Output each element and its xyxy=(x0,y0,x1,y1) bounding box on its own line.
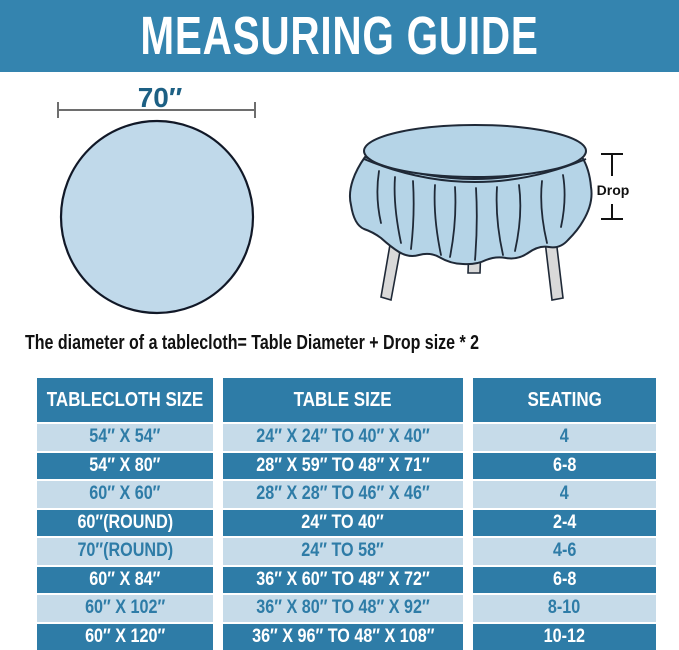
size-chart-cell xyxy=(473,422,656,451)
size-chart xyxy=(37,378,656,650)
formula-text xyxy=(25,332,665,358)
cell-value: 36″ X 80″ TO 48″ X 92″ xyxy=(256,597,430,619)
size-chart-cell xyxy=(223,508,463,537)
size-chart-cell xyxy=(473,622,656,650)
banner xyxy=(0,0,679,72)
cell-value: 36″ X 96″ TO 48″ X 108″ xyxy=(251,625,435,647)
size-chart-cell xyxy=(223,565,463,594)
tabletop-ellipse xyxy=(364,125,586,177)
cell-value: 4 xyxy=(559,426,569,448)
cell-value: 54″ X 54″ xyxy=(89,426,161,448)
header-label: TABLE SIZE xyxy=(294,388,392,411)
size-chart-column-seating xyxy=(473,378,656,650)
cell-value: 4 xyxy=(559,483,569,505)
cell-value: 60″ X 84″ xyxy=(89,568,161,590)
drop-label: Drop xyxy=(596,182,630,198)
cell-value: 24″ TO 58″ xyxy=(301,540,385,562)
size-chart-header-cell xyxy=(473,378,656,422)
size-chart-header-cell xyxy=(223,378,463,422)
size-chart-cell xyxy=(473,479,656,508)
size-chart-cell xyxy=(223,536,463,565)
tabletop-circle xyxy=(61,121,253,313)
cell-value: 10-12 xyxy=(543,625,586,647)
size-chart-header-cell xyxy=(37,378,213,422)
size-chart-cell xyxy=(223,422,463,451)
cell-value: 4-6 xyxy=(552,540,577,562)
cell-value: 6-8 xyxy=(552,568,577,590)
cell-value: 8-10 xyxy=(548,597,581,619)
formula-text-content: The diameter of a tablecloth= Table Diameter + Drop size * 2 xyxy=(25,332,480,354)
cell-value: 36″ X 60″ TO 48″ X 72″ xyxy=(256,568,430,590)
size-chart-cell xyxy=(37,622,213,650)
size-chart-cell xyxy=(37,565,213,594)
cell-value: 54″ X 80″ xyxy=(89,454,161,476)
drop-diagram xyxy=(335,105,635,305)
size-chart-cell xyxy=(473,508,656,537)
size-chart-column-table xyxy=(223,378,463,650)
cell-value: 70″(ROUND) xyxy=(77,540,173,562)
cell-value: 28″ X 59″ TO 48″ X 71″ xyxy=(256,454,430,476)
size-chart-column-tablecloth xyxy=(37,378,213,650)
header-label: TABLECLOTH SIZE xyxy=(46,388,204,411)
diameter-label: 70″ xyxy=(137,82,183,113)
diameter-diagram xyxy=(20,80,300,320)
size-chart-cell xyxy=(223,622,463,650)
cell-value: 60″(ROUND) xyxy=(77,511,173,533)
cell-value: 24″ X 24″ TO 40″ X 40″ xyxy=(256,426,430,448)
size-chart-cell xyxy=(37,479,213,508)
size-chart-cell xyxy=(37,451,213,480)
header-label: SEATING xyxy=(527,388,602,411)
size-chart-cell xyxy=(473,451,656,480)
size-chart-cell xyxy=(223,479,463,508)
size-chart-cell xyxy=(473,536,656,565)
cell-value: 60″ X 102″ xyxy=(84,597,166,619)
cell-value: 28″ X 28″ TO 46″ X 46″ xyxy=(256,483,430,505)
size-chart-cell xyxy=(37,422,213,451)
cell-value: 24″ TO 40″ xyxy=(301,511,385,533)
page-title: MEASURING GUIDE xyxy=(140,6,539,66)
size-chart-cell xyxy=(37,536,213,565)
size-chart-cell xyxy=(473,593,656,622)
cell-value: 60″ X 120″ xyxy=(84,625,166,647)
size-chart-cell xyxy=(37,593,213,622)
cell-value: 6-8 xyxy=(552,454,577,476)
cell-value: 60″ X 60″ xyxy=(89,483,161,505)
size-chart-cell xyxy=(223,451,463,480)
size-chart-cell xyxy=(37,508,213,537)
cell-value: 2-4 xyxy=(552,511,577,533)
size-chart-cell xyxy=(473,565,656,594)
size-chart-cell xyxy=(223,593,463,622)
